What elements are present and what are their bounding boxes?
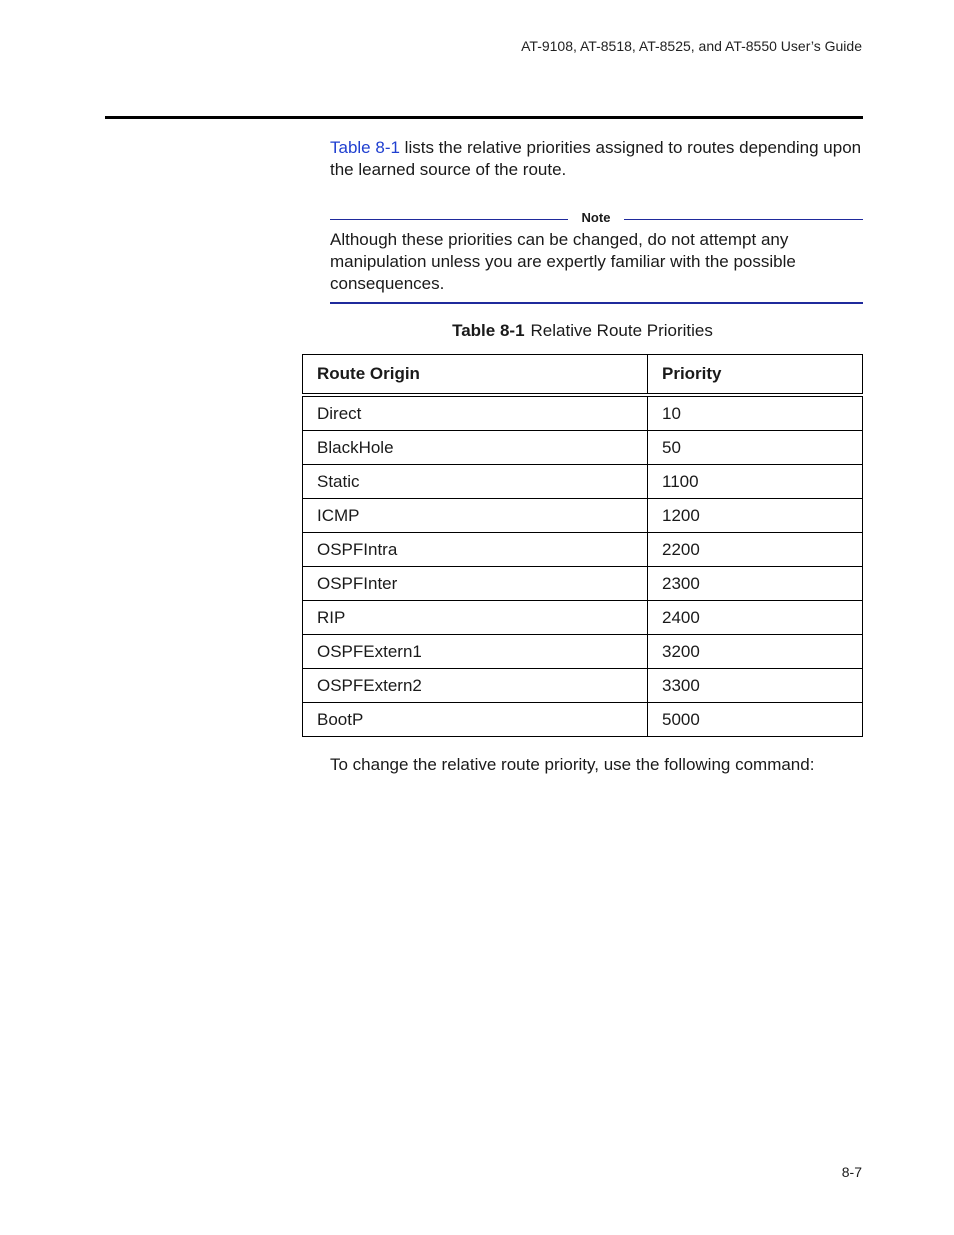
table-row: [303, 703, 863, 737]
intro-text: lists the relative priorities assigned to routes depending upon the learned source of the route.: [330, 138, 862, 179]
table-row: [303, 431, 863, 465]
table-header-row: [303, 355, 863, 396]
column-header-route-origin: Route Origin: [303, 355, 648, 396]
table-row: [303, 465, 863, 499]
table-row: [303, 635, 863, 669]
note-label: Note: [581, 210, 611, 225]
cell-priority: 1200: [648, 499, 863, 533]
cell-route-origin: OSPFIntra: [303, 533, 648, 567]
table-row: [303, 567, 863, 601]
page-number: 8-7: [841, 1164, 862, 1180]
table-row: [303, 395, 863, 431]
cell-route-origin: OSPFExtern2: [303, 669, 648, 703]
table-row: [303, 601, 863, 635]
table-caption: [302, 321, 863, 341]
cell-priority: 2400: [648, 601, 863, 635]
cell-route-origin: BootP: [303, 703, 648, 737]
table-row: [303, 533, 863, 567]
cell-priority: 5000: [648, 703, 863, 737]
cell-route-origin: OSPFExtern1: [303, 635, 648, 669]
note-box: [330, 209, 863, 304]
table-row: [303, 499, 863, 533]
cell-priority: 2200: [648, 533, 863, 567]
outro-paragraph: To change the relative route priority, use the following command:: [330, 755, 815, 774]
cell-priority: 3300: [648, 669, 863, 703]
route-priority-table: [302, 354, 863, 737]
cell-priority: 10: [648, 395, 863, 431]
cell-route-origin: RIP: [303, 601, 648, 635]
running-header: AT-9108, AT-8518, AT-8525, and AT-8550 User’s Guide: [521, 38, 862, 54]
note-header: [330, 209, 863, 229]
cell-priority: 1100: [648, 465, 863, 499]
cell-route-origin: Static: [303, 465, 648, 499]
table-caption-label: Table 8-1: [452, 321, 525, 340]
cell-route-origin: BlackHole: [303, 431, 648, 465]
header-rule: [105, 116, 863, 119]
cell-route-origin: OSPFInter: [303, 567, 648, 601]
table-body: [303, 395, 863, 737]
note-rule-right: [624, 219, 863, 220]
cell-priority: 50: [648, 431, 863, 465]
table-caption-text: Relative Route Priorities: [530, 321, 713, 340]
note-rule-bottom: [330, 302, 863, 304]
column-header-priority: Priority: [648, 355, 863, 396]
table-reference-link[interactable]: Table 8-1: [330, 138, 400, 157]
note-rule-left: [330, 219, 568, 220]
cell-priority: 3200: [648, 635, 863, 669]
table-row: [303, 669, 863, 703]
cell-route-origin: Direct: [303, 395, 648, 431]
intro-paragraph: [330, 137, 863, 181]
cell-priority: 2300: [648, 567, 863, 601]
note-text: Although these priorities can be changed, do not attempt any manipulation unless you are expertly familiar with the possible consequences.: [330, 230, 796, 293]
cell-route-origin: ICMP: [303, 499, 648, 533]
